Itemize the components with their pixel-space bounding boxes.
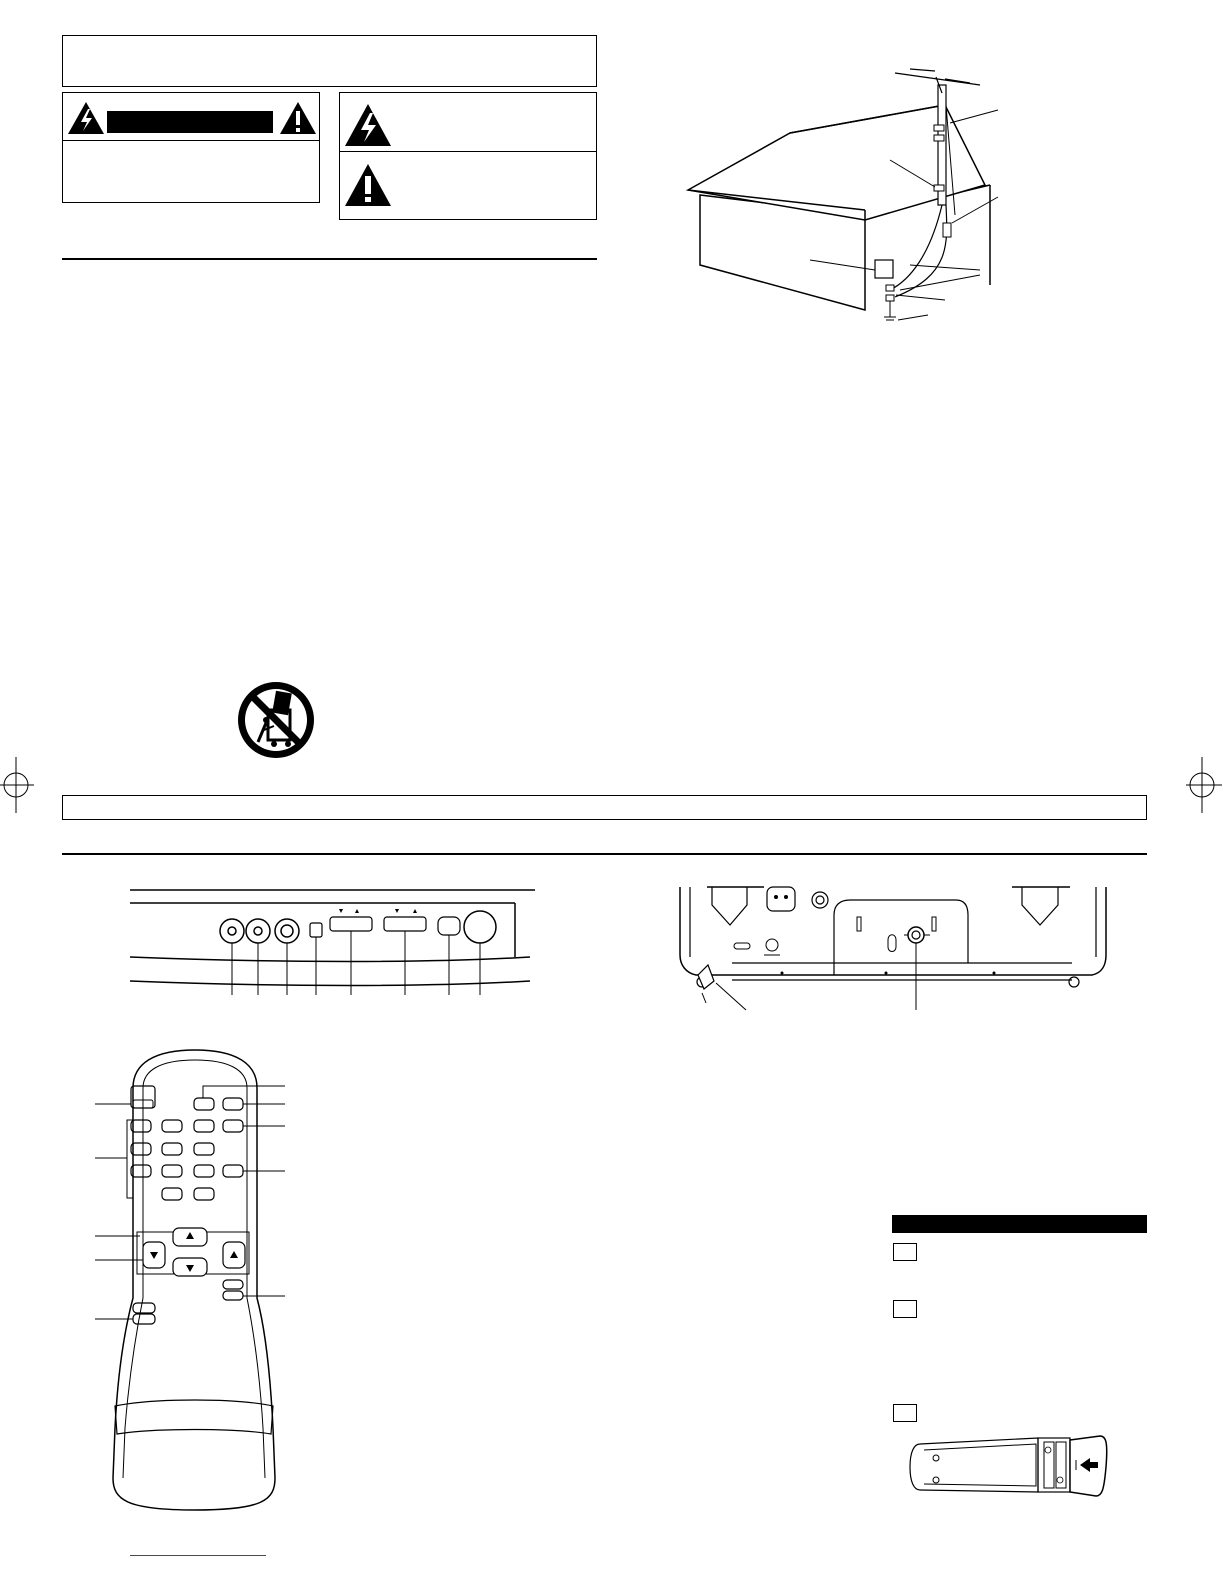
antenna-grounding-diagram [680, 65, 1040, 335]
tv-front-panel-diagram [130, 885, 550, 995]
registration-mark-left-icon [0, 745, 40, 825]
footer-link-underline[interactable] [130, 1555, 266, 1556]
battery-step-1-box [893, 1243, 917, 1261]
symbol-legend-divider [340, 151, 596, 152]
exclamation-triangle-icon [279, 101, 317, 135]
lightning-triangle-icon [67, 101, 105, 135]
exclamation-symbol-icon [344, 163, 392, 207]
section-rule-top [62, 258, 597, 260]
cart-prohibition-icon [236, 680, 316, 760]
warning-header-box [62, 35, 597, 87]
battery-step-2-box [893, 1300, 917, 1318]
battery-step-3-box [893, 1404, 917, 1422]
battery-compartment-diagram [908, 1432, 1118, 1502]
caution-label-bar [107, 111, 273, 133]
lightning-symbol-icon [344, 103, 392, 147]
registration-mark-right-icon [1182, 745, 1222, 825]
remote-control-diagram [95, 1048, 295, 1518]
symbol-legend-box [339, 92, 597, 220]
battery-steps-header-bar [892, 1215, 1147, 1233]
caution-box [62, 92, 320, 203]
tv-rear-panel-diagram [672, 885, 1112, 1025]
section-rule-middle [62, 853, 1147, 855]
section-banner-box [62, 795, 1147, 820]
